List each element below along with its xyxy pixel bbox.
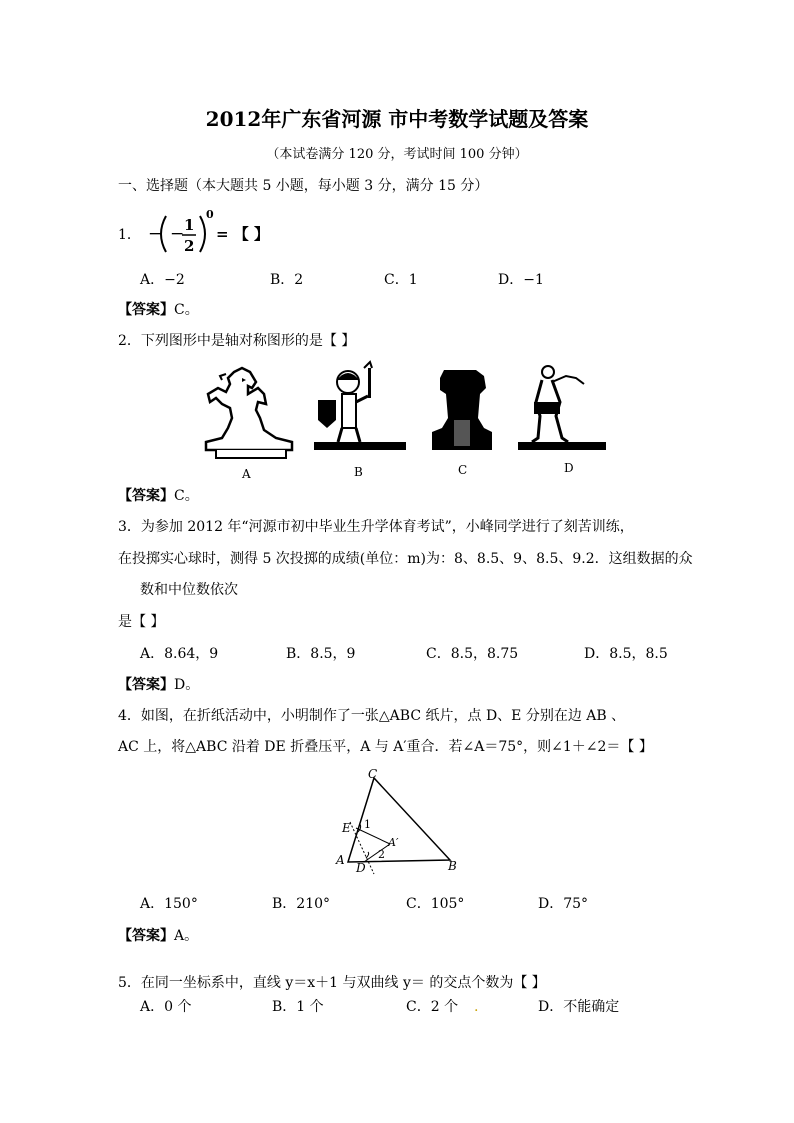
q4-option-a: A．150° [140,896,198,912]
label-a-prime: A′ [388,836,399,849]
q1-denominator: 2 [184,237,195,255]
q1-option-d: D．−1 [498,272,544,288]
q1-minus: − [148,224,163,244]
segment-da [364,844,390,862]
q1-answer [118,301,199,319]
label-a: A [336,853,345,867]
q5-option-d: D．不能确定 [538,999,620,1015]
left-paren [161,216,166,252]
q4-line-1: 4．如图，在折纸活动中，小明制作了一张△ABC 纸片，点 D、E 分别在边 AB 、 [118,708,626,724]
q4-option-b: B．210° [272,896,331,912]
figure-label-b: B [354,465,363,479]
q1-option-a: A．−2 [140,272,185,288]
q1-number: 1． [118,227,141,243]
figure-label-c: C [458,463,468,477]
figure-b-knight [314,362,406,450]
answer-value: D。 [174,677,200,693]
q1-option-b: B．2 [270,272,304,288]
q5-option-a: A．0 个 [140,999,192,1015]
q1-numerator: 1 [184,216,195,234]
stray-dot: . [474,999,479,1015]
figure-label-d: D [564,461,574,475]
q1-option-c: C．1 [384,272,418,288]
q3-line-4: 是【 】 [118,614,165,630]
q1-exponent: 0 [206,208,214,221]
label-e: E [342,821,351,835]
q4-line-2: AC 上，将△ABC 沿着 DE 折叠压平，A 与 A′重合．若∠A＝75°，则∠1＋∠2＝【 】 [118,739,653,755]
q2-answer [118,487,199,505]
label-c: C [368,767,378,781]
right-paren [200,216,205,252]
q5-option-c: C．2 个 [406,999,459,1015]
q4-answer [118,927,198,945]
label-angle-2: 2 [378,848,385,861]
label-b: B [448,859,457,873]
q4-option-c: C．105° [406,896,465,912]
q4-option-d: D．75° [538,896,589,912]
answer-value: C。 [174,302,199,318]
q3-option-c: C．8.5，8.75 [426,646,519,662]
q3-option-d: D．8.5，8.5 [584,646,668,662]
segment-ea [356,828,390,844]
figure-a-snowman [206,368,292,458]
q5-option-b: B．1 个 [272,999,324,1015]
q2-text: 2．下列图形中是轴对称图形的是【 】 [118,333,356,349]
q1-inner-minus: − [170,224,185,244]
label-d: D [356,861,366,875]
q3-option-b: B．8.5，9 [286,646,356,662]
q3-option-a: A．8.64，9 [140,646,219,662]
q3-answer [118,676,199,694]
q3-line-2: 在投掷实心球时，测得 5 次投掷的成绩(单位：m)为：8、8.5、9、8.5、9.2．这组数据的众 [118,551,693,567]
answer-value: C。 [174,488,199,504]
answer-label: 【答案】 [118,677,174,693]
exam-subtitle: （本试卷满分 120 分，考试时间 100 分钟） [266,147,528,162]
figure-label-a: A [242,467,251,481]
label-angle-1: 1 [364,818,371,831]
q1-expression [144,204,284,260]
page-title: 2012年广东省河源 市中考数学试题及答案 [205,107,589,131]
figure-c-silhouette [432,370,492,450]
q3-line-3: 数和中位数依次 [140,582,238,598]
q1-equals-bracket: = 【 】 [216,225,270,243]
q4-triangle-figure [330,766,462,876]
figure-d-dancer [518,366,606,450]
answer-value: A。 [174,928,199,944]
answer-label: 【答案】 [118,488,174,504]
q5-text: 5．在同一坐标系中，直线 y＝x＋1 与双曲线 y＝ 的交点个数为【 】 [118,975,546,991]
section-heading: 一、选择题（本大题共 5 小题，每小题 3 分，满分 15 分） [118,178,489,194]
answer-label: 【答案】 [118,928,174,944]
q2-figures [196,358,612,482]
answer-label: 【答案】 [118,302,174,318]
q3-line-1: 3．为参加 2012 年“河源市初中毕业生升学体育考试”，小峰同学进行了刻苦训练， [118,519,634,535]
